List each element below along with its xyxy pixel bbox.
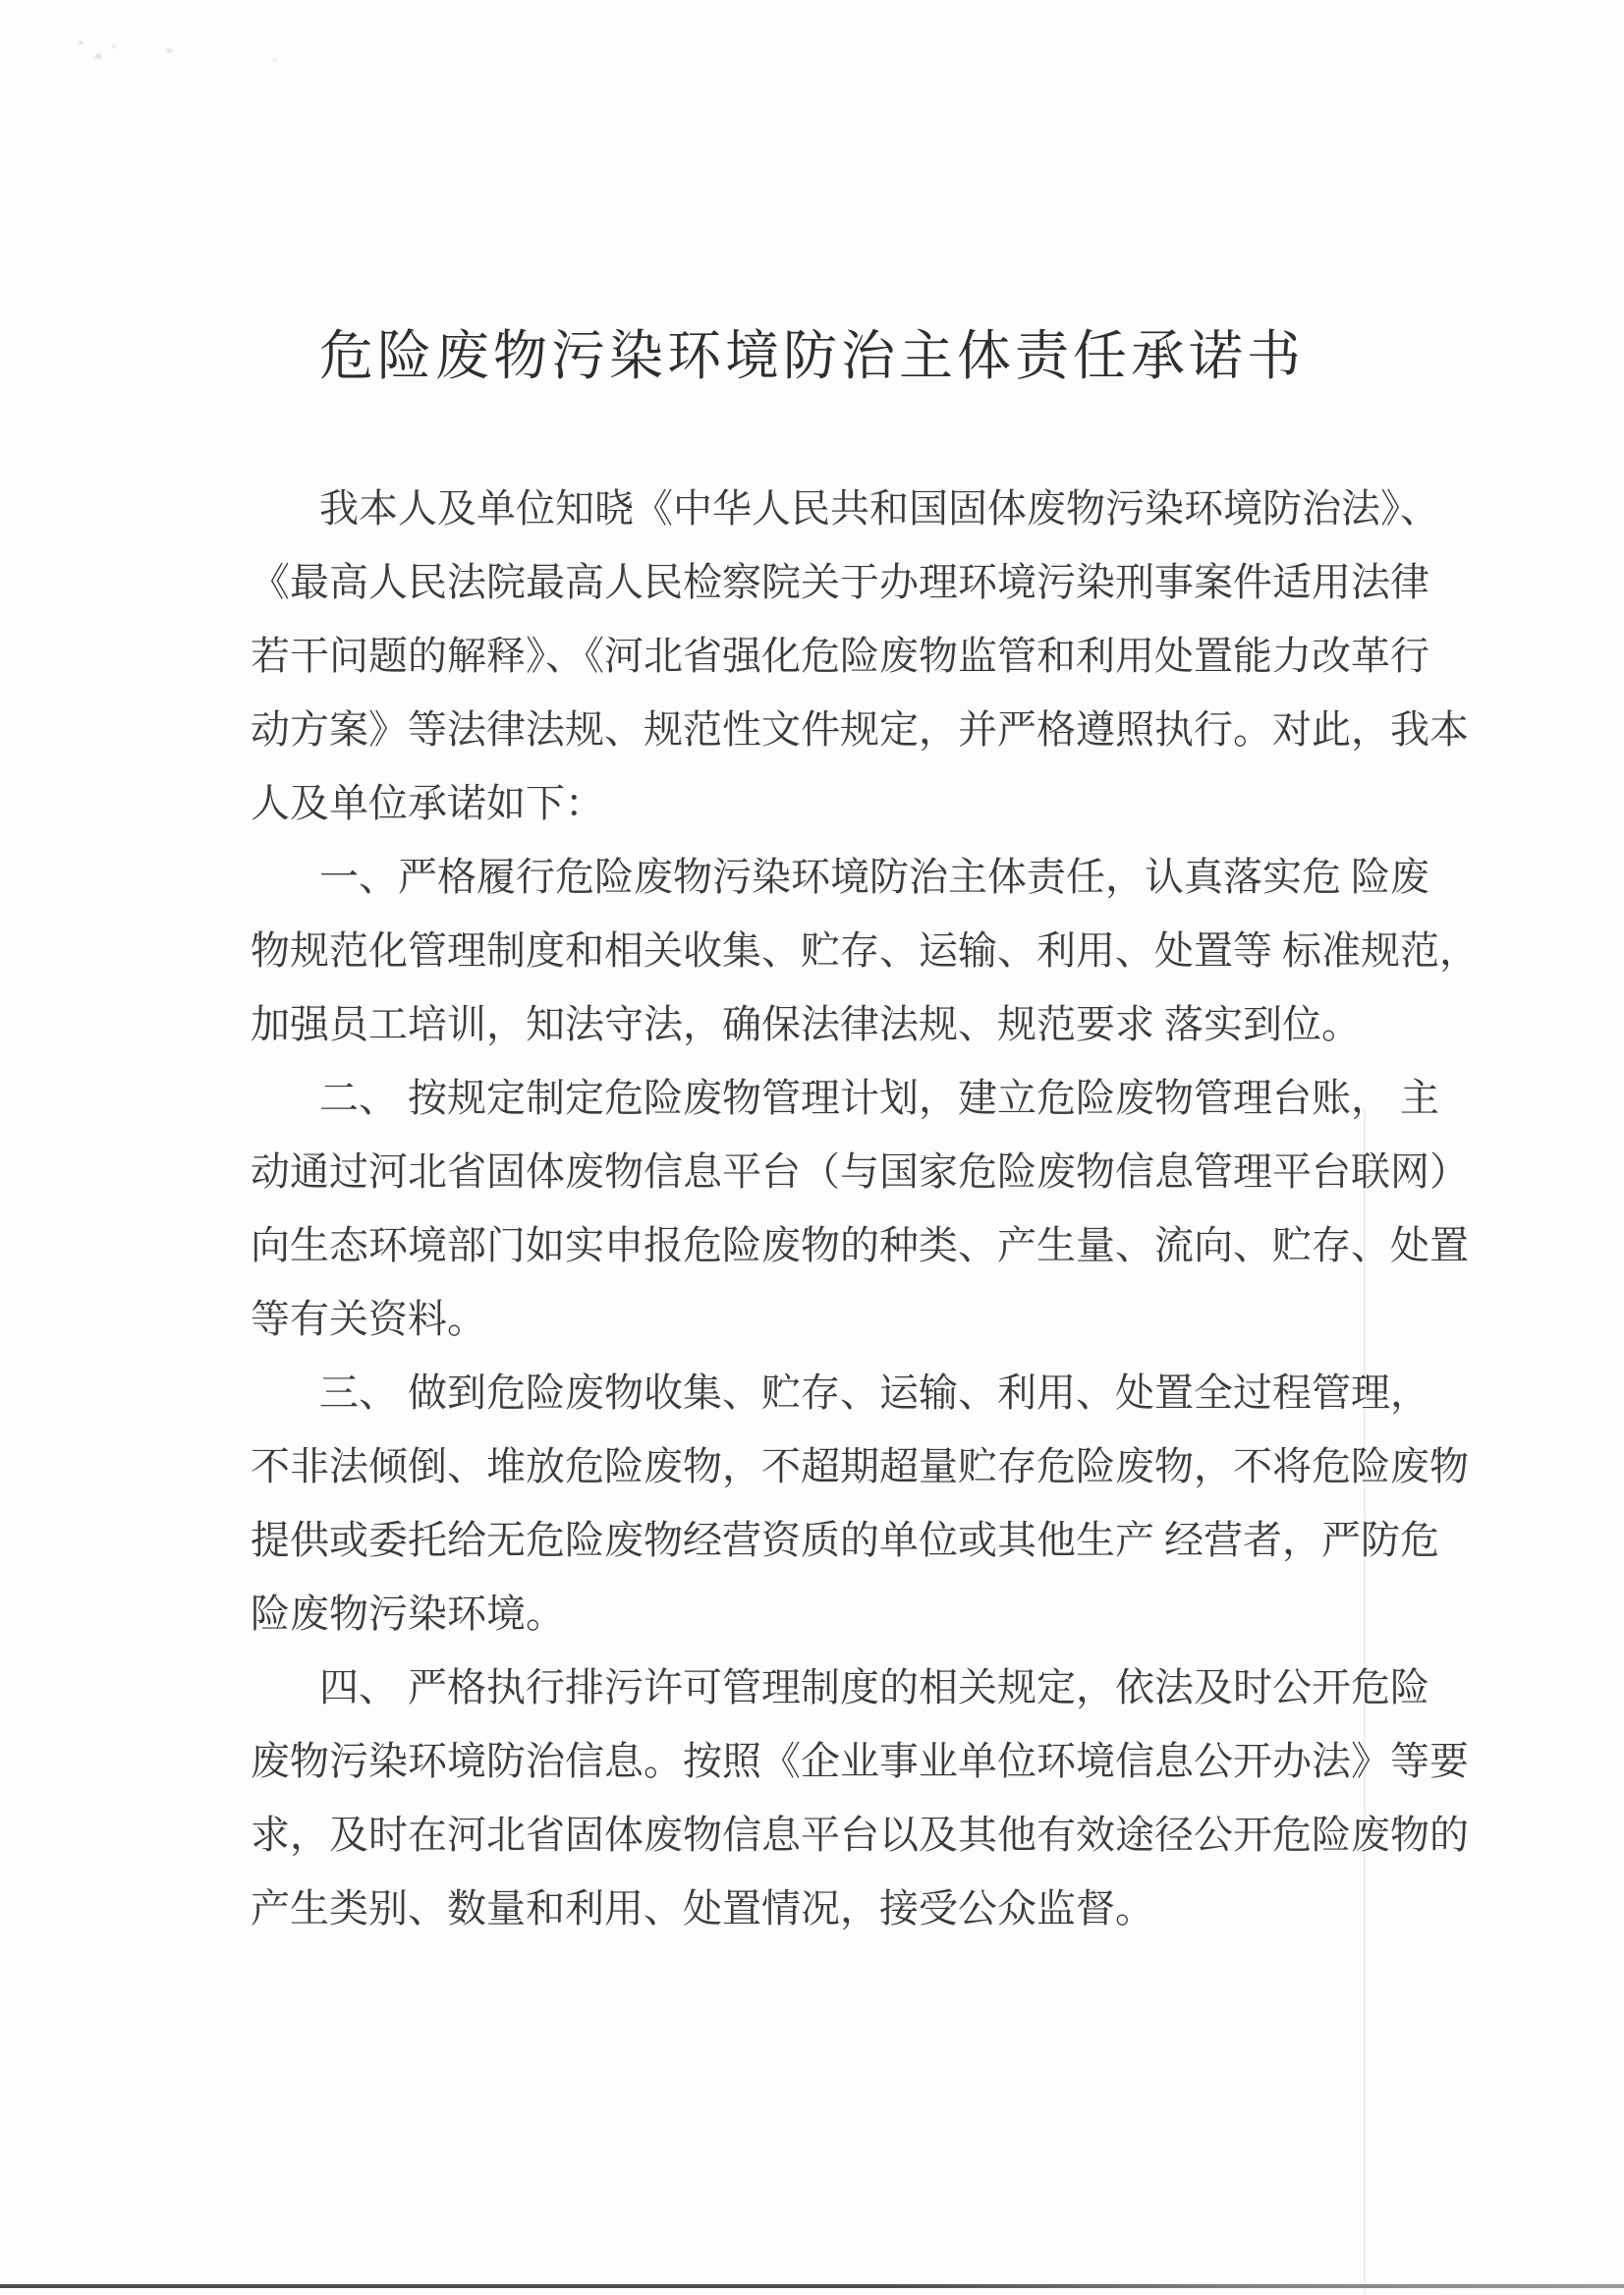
text-line: 四、 严格执行排污许可管理制度的相关规定，依法及时公开危险 — [319, 1665, 1429, 1709]
text-line: 若干问题的解释》、《河北省强化危险废物监管和利用处置能力改革行 — [251, 634, 1429, 678]
text-line: 求，及时在河北省固体废物信息平台以及其他有效途径公开危险废物的 — [251, 1813, 1469, 1857]
text-line: 动通过河北省固体废物信息平台（与国家危险废物信息管理平台联网） — [251, 1149, 1469, 1194]
scan-crease-line — [1364, 1110, 1366, 2295]
text-line: 险废物污染环境。 — [251, 1592, 565, 1636]
text-line: 《最高人民法院最高人民检察院关于办理环境污染刑事案件适用法律 — [251, 560, 1429, 604]
text-line: 我本人及单位知晓《中华人民共和国固体废物污染环境防治法》、 — [319, 486, 1439, 531]
scan-smudge — [79, 41, 83, 44]
text-line: 向生态环境部门如实申报危险废物的种类、产生量、流向、贮存、处置 — [251, 1223, 1469, 1267]
text-line: 废物污染环境防治信息。按照《企业事业单位环境信息公开办法》等要 — [251, 1739, 1469, 1783]
text-line: 人及单位承诺如下： — [251, 781, 604, 825]
text-line: 一、严格履行危险废物污染环境防治主体责任，认真落实危 险废 — [319, 855, 1429, 899]
text-line: 等有关资料。 — [251, 1297, 486, 1341]
text-line: 不非法倾倒、堆放危险废物，不超期超量贮存危险废物，不将危险废物 — [251, 1444, 1469, 1488]
text-line: 提供或委托给无危险废物经营资质的单位或其他生产 经营者，严防危 — [251, 1518, 1439, 1562]
text-line: 二、 按规定制定危险废物管理计划，建立危险废物管理台账， 主 — [319, 1076, 1439, 1120]
document-body — [251, 472, 1488, 1945]
text-line: 加强员工培训，知法守法，确保法律法规、规范要求 落实到位。 — [251, 1002, 1361, 1046]
text-line: 动方案》等法律法规、规范性文件规定，并严格遵照执行。对此，我本 — [251, 707, 1469, 752]
text-line: 产生类别、数量和利用、处置情况，接受公众监督。 — [251, 1886, 1154, 1931]
text-line: 三、 做到危险废物收集、贮存、运输、利用、处置全过程管理， — [319, 1371, 1429, 1415]
text-line: 物规范化管理制度和相关收集、贮存、运输、利用、处置等 标准规范， — [251, 928, 1479, 973]
document-title: 危险废物污染环境防治主体责任承诺书 — [318, 326, 1305, 386]
scan-edge-line — [0, 2284, 1624, 2288]
